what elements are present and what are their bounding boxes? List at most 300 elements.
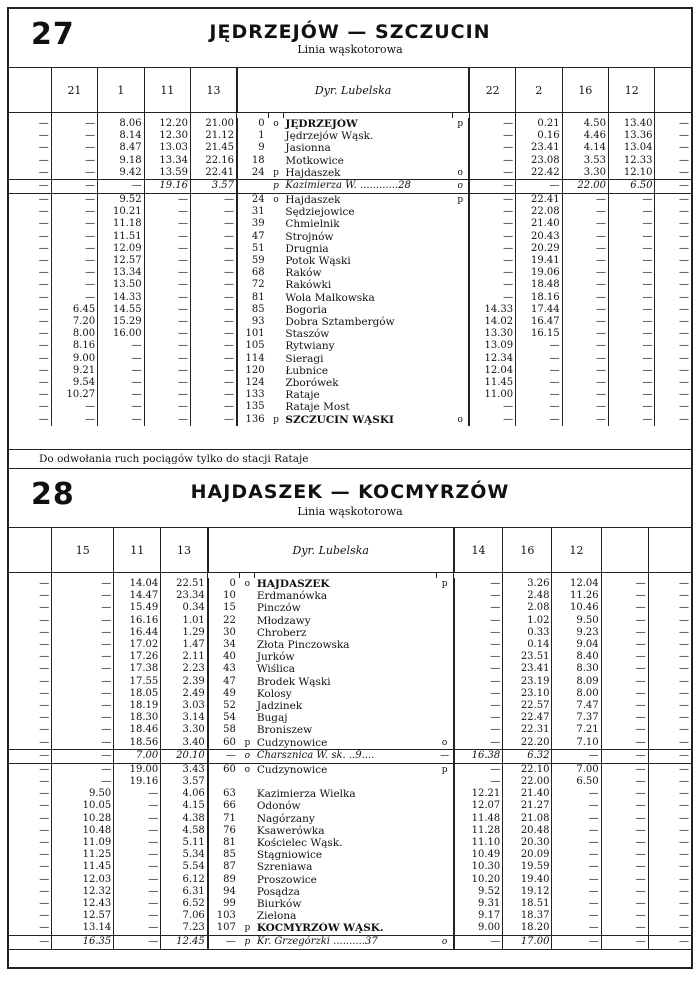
arr-dep-mark [437, 602, 454, 614]
time-cell: — [562, 243, 608, 255]
km-cell: 40 [208, 651, 240, 663]
time-cell: — [51, 292, 97, 304]
time-cell: — [609, 206, 655, 218]
station-row [9, 776, 691, 788]
time-cell: — [144, 292, 190, 304]
time-cell: 17.00 [503, 935, 552, 949]
time-cell: — [454, 700, 503, 712]
time-cell: — [469, 194, 515, 207]
time-cell: — [51, 401, 97, 413]
arr-dep-mark [269, 304, 284, 316]
time-cell: 7.37 [552, 712, 601, 724]
arr-dep-mark [437, 861, 454, 873]
time-cell: — [38, 352, 49, 364]
time-cell: — [39, 849, 50, 861]
time-cell: 20.30 [503, 837, 552, 849]
station-row [9, 155, 691, 167]
km-cell: 60 [208, 737, 240, 750]
km-cell: 18 [237, 155, 269, 167]
time-cell: — [52, 663, 114, 675]
time-cell: — [648, 910, 691, 922]
arr-dep-mark [240, 688, 255, 700]
time-cell: — [191, 414, 237, 426]
station-row [9, 627, 691, 639]
station-name: Hajdaszek [285, 166, 341, 179]
time-cell: — [454, 651, 503, 663]
time-cell: 9.52 [98, 194, 144, 207]
time-cell: — [39, 812, 50, 824]
time-cell: 21.12 [191, 130, 237, 142]
time-cell: — [114, 861, 161, 873]
km-cell: 66 [208, 800, 240, 812]
time-cell: — [39, 736, 50, 748]
km-cell: 101 [237, 328, 269, 340]
time-cell: — [191, 304, 237, 316]
time-cell: — [191, 231, 237, 243]
station-name: Kolosy [256, 687, 292, 700]
arr-dep-mark [240, 861, 255, 873]
time-cell: 7.00 [552, 763, 601, 776]
arr-dep-mark [269, 142, 284, 154]
time-cell: 3.53 [562, 155, 608, 167]
train-column-header: 13 [161, 528, 208, 573]
time-cell: 7.00 [114, 749, 161, 763]
arr-dep-mark [437, 724, 454, 736]
station-row [9, 353, 691, 365]
time-cell: 16.47 [516, 316, 562, 328]
time-cell: — [655, 180, 691, 194]
time-cell: — [601, 800, 648, 812]
time-cell: 10.20 [454, 874, 503, 886]
time-cell: — [601, 776, 648, 788]
time-cell: 9.50 [52, 788, 114, 800]
station-name: Jadzinek [256, 700, 303, 713]
time-cell: 2.08 [503, 602, 552, 614]
time-cell: — [51, 414, 97, 426]
arr-dep-mark: p [244, 737, 251, 748]
timetable-page [7, 7, 693, 969]
time-cell: 12.57 [98, 255, 144, 267]
time-cell: — [38, 118, 49, 129]
transfer-row [9, 749, 691, 763]
directorate-header: Dyr. Lubelska [237, 68, 469, 113]
time-cell: 21.27 [503, 800, 552, 812]
arr-dep-mark: o [273, 195, 279, 206]
arr-dep-mark [437, 837, 454, 849]
time-cell: — [648, 825, 691, 837]
station-row [9, 142, 691, 154]
time-cell: — [601, 578, 648, 590]
route-title: HAJDASZEK — KOCMYRZÓW [190, 481, 510, 503]
time-cell: 1.02 [503, 615, 552, 627]
train-column-header: 11 [114, 528, 161, 573]
time-cell: 19.16 [114, 776, 161, 788]
time-cell: — [114, 837, 161, 849]
time-cell: — [648, 688, 691, 700]
time-cell: 7.10 [552, 737, 601, 750]
arr-dep-mark [452, 267, 469, 279]
km-cell: 94 [208, 886, 240, 898]
time-cell: 22.57 [503, 700, 552, 712]
time-cell: — [552, 825, 601, 837]
time-cell: 18.48 [516, 279, 562, 291]
time-cell: 13.14 [52, 922, 114, 935]
time-cell: — [469, 167, 515, 180]
time-cell: — [601, 910, 648, 922]
km-cell: 39 [237, 218, 269, 230]
time-cell: — [39, 922, 50, 934]
time-cell: 14.02 [469, 316, 515, 328]
station-row [9, 243, 691, 255]
time-cell: 23.41 [516, 142, 562, 154]
time-cell: 2.39 [161, 676, 208, 688]
station-name: SZCZUCIN WĄSKI [285, 413, 394, 426]
time-cell: 12.43 [52, 898, 114, 910]
time-cell: — [51, 155, 97, 167]
time-cell: 10.46 [552, 602, 601, 614]
km-cell: 63 [208, 788, 240, 800]
time-cell: 22.00 [503, 776, 552, 788]
time-cell: — [601, 724, 648, 736]
time-cell: — [191, 401, 237, 413]
time-cell: — [609, 316, 655, 328]
arr-dep-mark [269, 231, 284, 243]
station-row [9, 898, 691, 910]
time-cell: 6.31 [161, 886, 208, 898]
time-cell: 1.01 [161, 615, 208, 627]
arr-dep-mark [269, 206, 284, 218]
time-cell: — [39, 910, 50, 922]
station-name: Złota Pinczowska [256, 639, 350, 652]
time-cell: — [38, 267, 49, 279]
time-cell: — [39, 724, 50, 736]
time-cell: — [648, 676, 691, 688]
time-cell: — [52, 676, 114, 688]
time-cell: — [144, 231, 190, 243]
time-cell: 3.30 [562, 167, 608, 180]
time-cell: 7.47 [552, 700, 601, 712]
time-cell: 23.08 [516, 155, 562, 167]
time-cell: — [144, 365, 190, 377]
train-column-header: 13 [191, 68, 237, 113]
station-row [9, 328, 691, 340]
time-cell: 11.00 [469, 389, 515, 401]
station-name: Proszowice [256, 873, 317, 886]
time-cell: 6.12 [161, 874, 208, 886]
time-cell: — [516, 180, 562, 194]
time-cell: — [39, 712, 50, 724]
arr-dep-mark [437, 910, 454, 922]
arr-dep-mark: p [457, 195, 464, 206]
arr-dep-mark [240, 590, 255, 602]
time-cell: 16.35 [52, 935, 114, 949]
time-cell: — [469, 206, 515, 218]
time-cell: — [562, 292, 608, 304]
time-cell: — [469, 180, 515, 194]
station-row [9, 365, 691, 377]
station-name: Cudzynowice [256, 736, 328, 749]
arr-dep-mark: o [244, 764, 251, 775]
time-cell: 6.50 [609, 180, 655, 194]
time-cell: — [38, 218, 49, 230]
arr-dep-mark: o [457, 167, 463, 178]
time-cell: — [454, 688, 503, 700]
time-cell: — [648, 749, 691, 763]
time-cell: — [648, 590, 691, 602]
time-cell: 11.48 [454, 813, 503, 825]
arr-dep-mark [437, 712, 454, 724]
time-cell: 12.09 [98, 243, 144, 255]
station-name: Broniszew [256, 724, 313, 737]
time-cell: 12.45 [161, 935, 208, 949]
time-cell: 7.23 [161, 922, 208, 935]
time-cell: 21.45 [191, 142, 237, 154]
time-cell: — [562, 389, 608, 401]
station-name: JĘDRZEJÓW [285, 118, 358, 130]
time-cell: — [98, 377, 144, 389]
station-name: KOCMYRZÓW WĄSK. [256, 922, 384, 935]
km-cell: 71 [208, 813, 240, 825]
time-cell: 8.14 [98, 130, 144, 142]
km-cell: 81 [237, 292, 269, 304]
directorate-header: Dyr. Lubelska [208, 528, 454, 573]
time-cell: 8.30 [552, 663, 601, 675]
arr-dep-mark [240, 724, 255, 736]
time-cell: 9.00 [51, 353, 97, 365]
time-cell: 10.21 [98, 206, 144, 218]
time-cell: 0.16 [516, 130, 562, 142]
time-cell: 9.54 [51, 377, 97, 389]
time-cell: — [9, 180, 51, 194]
time-cell: — [191, 389, 237, 401]
time-cell: — [39, 626, 50, 638]
column-header-row [9, 528, 691, 573]
time-cell: 12.10 [609, 167, 655, 180]
arr-dep-mark [437, 922, 454, 935]
station-row [9, 267, 691, 279]
km-cell: 103 [208, 910, 240, 922]
km-cell: 87 [208, 861, 240, 873]
time-cell: — [648, 886, 691, 898]
time-cell: 20.43 [516, 231, 562, 243]
arr-dep-mark: o [273, 119, 279, 129]
time-cell: 11.25 [52, 849, 114, 861]
arr-dep-mark: p [273, 414, 279, 425]
time-cell: 22.51 [161, 578, 208, 590]
time-cell: — [648, 922, 691, 935]
station-row [9, 788, 691, 800]
time-cell: — [98, 340, 144, 352]
time-cell: 18.46 [114, 724, 161, 736]
time-cell: — [552, 749, 601, 763]
time-cell: — [469, 255, 515, 267]
km-cell: 31 [237, 206, 269, 218]
time-cell: 5.34 [161, 849, 208, 861]
time-cell: 9.50 [552, 615, 601, 627]
station-name: HAJDASZEK [256, 578, 330, 590]
km-cell: 0 [237, 118, 269, 130]
arr-dep-mark [269, 377, 284, 389]
arr-dep-mark [452, 279, 469, 291]
time-cell: — [648, 874, 691, 886]
time-cell: — [601, 861, 648, 873]
time-cell: — [516, 389, 562, 401]
time-cell: — [601, 676, 648, 688]
time-cell: — [144, 194, 190, 207]
timetable-28-body [9, 573, 691, 950]
arr-dep-mark [269, 328, 284, 340]
time-cell: 11.51 [98, 231, 144, 243]
arr-dep-mark [269, 155, 284, 167]
time-cell: 21.00 [191, 118, 237, 130]
time-cell: 11.26 [552, 590, 601, 602]
time-cell: — [655, 353, 691, 365]
time-cell: — [144, 316, 190, 328]
time-cell: 14.04 [114, 578, 161, 590]
arr-dep-mark [269, 316, 284, 328]
time-cell: 13.59 [144, 167, 190, 180]
station-row [9, 910, 691, 922]
km-cell: 72 [237, 279, 269, 291]
time-cell: — [454, 776, 503, 788]
time-cell: — [655, 255, 691, 267]
station-row [9, 615, 691, 627]
time-cell: 21.08 [503, 813, 552, 825]
time-cell: — [114, 898, 161, 910]
km-cell: 9 [237, 142, 269, 154]
time-cell: — [562, 304, 608, 316]
time-cell: — [39, 873, 50, 885]
time-cell: 4.06 [161, 788, 208, 800]
time-cell: — [191, 206, 237, 218]
time-cell: — [562, 353, 608, 365]
time-cell: 1.29 [161, 627, 208, 639]
time-cell: 9.52 [454, 886, 503, 898]
time-cell: — [562, 365, 608, 377]
km-cell: 136 [237, 414, 269, 426]
arr-dep-mark [269, 365, 284, 377]
time-cell: — [191, 292, 237, 304]
time-cell: 19.40 [503, 874, 552, 886]
time-cell: — [601, 615, 648, 627]
time-cell: 11.09 [52, 837, 114, 849]
arr-dep-mark [240, 800, 255, 812]
time-cell: 22.00 [562, 180, 608, 194]
time-cell: — [38, 340, 49, 352]
arr-dep-mark [437, 776, 454, 788]
time-cell: 18.19 [114, 700, 161, 712]
time-cell: — [552, 886, 601, 898]
time-cell: — [144, 267, 190, 279]
km-cell: 15 [208, 602, 240, 614]
arr-dep-mark [452, 401, 469, 413]
time-cell: 12.33 [609, 155, 655, 167]
time-cell: 10.48 [52, 825, 114, 837]
station-name: Nagórzany [256, 812, 315, 825]
station-row [9, 292, 691, 304]
time-cell: 9.23 [552, 627, 601, 639]
time-cell: — [655, 401, 691, 413]
time-cell: — [655, 218, 691, 230]
time-cell: — [469, 218, 515, 230]
station-row [9, 700, 691, 712]
timetable-27-grid [9, 68, 691, 426]
km-cell: 114 [237, 353, 269, 365]
time-cell: — [191, 353, 237, 365]
station-row [9, 255, 691, 267]
time-cell: — [114, 922, 161, 935]
time-cell: 9.42 [98, 167, 144, 180]
time-cell: — [655, 267, 691, 279]
arr-dep-mark [240, 627, 255, 639]
time-cell: 2.49 [161, 688, 208, 700]
time-cell: — [601, 935, 648, 949]
time-cell: 2.11 [161, 651, 208, 663]
time-cell: 21.40 [503, 788, 552, 800]
station-name: Zborówek [285, 377, 339, 390]
arr-dep-mark [452, 142, 469, 154]
time-cell: — [516, 414, 562, 426]
station-name: Pinczów [256, 602, 301, 615]
time-cell: 17.55 [114, 676, 161, 688]
time-cell: — [609, 255, 655, 267]
arr-dep-mark: o [437, 935, 454, 949]
time-cell: — [562, 206, 608, 218]
time-cell: 20.10 [161, 749, 208, 763]
time-cell: — [609, 340, 655, 352]
arr-dep-mark [269, 401, 284, 413]
time-cell: 7.20 [51, 316, 97, 328]
time-cell: — [601, 749, 648, 763]
transfer-row [9, 180, 691, 194]
time-cell: — [191, 194, 237, 207]
time-cell: — [38, 166, 49, 178]
time-cell: — [144, 243, 190, 255]
time-cell: — [98, 401, 144, 413]
time-cell: 4.46 [562, 130, 608, 142]
time-cell: — [516, 365, 562, 377]
time-cell: — [562, 340, 608, 352]
time-cell: — [52, 712, 114, 724]
time-cell: 18.05 [114, 688, 161, 700]
time-cell: — [601, 886, 648, 898]
station-row [9, 316, 691, 328]
station-row [9, 849, 691, 861]
time-cell: — [454, 935, 503, 949]
time-cell: — [609, 389, 655, 401]
time-cell: — [601, 737, 648, 750]
time-cell: 22.47 [503, 712, 552, 724]
station-row [9, 389, 691, 401]
time-cell: 17.26 [114, 651, 161, 663]
km-cell: 30 [208, 627, 240, 639]
time-cell: 23.19 [503, 676, 552, 688]
station-name: Szreniawa [256, 861, 313, 874]
time-cell: 8.06 [98, 118, 144, 130]
arr-dep-mark [240, 825, 255, 837]
station-name: Charsznica W. sk. ..9.... [255, 749, 437, 763]
time-cell: — [114, 800, 161, 812]
time-cell: 19.41 [516, 255, 562, 267]
km-cell: 24 [237, 167, 269, 180]
time-cell: — [648, 788, 691, 800]
km-cell: 120 [237, 365, 269, 377]
time-cell: 16.38 [454, 749, 503, 763]
timetable-28-header [9, 469, 691, 528]
km-cell: 68 [237, 267, 269, 279]
time-cell: — [52, 724, 114, 736]
time-cell: — [655, 279, 691, 291]
